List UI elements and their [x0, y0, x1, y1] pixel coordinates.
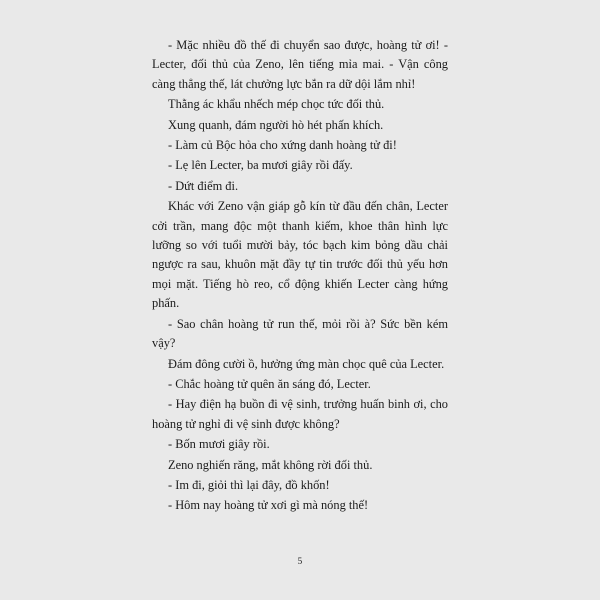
- paragraph: - Bốn mươi giây rồi.: [168, 437, 270, 452]
- paragraph: Khác với Zeno vận giáp gỗ kín từ đầu đến chân, Lecter cởi trần, mang độc một thanh kiếm, khoe thân hình lực lưỡng so với tuổi mười bảy, tóc bạch kim bỏng dầu chải ngược ra sau, khuôn mặt đầy tự tin trước đối thủ yếu hơn mọi mặt. Tiếng hò reo, cổ động khiến Lecter càng hứng phấn.: [152, 199, 448, 311]
- paragraph: Thằng ác khẩu nhếch mép chọc tức đối thủ.: [168, 97, 385, 112]
- paragraph: Xung quanh, đám người hò hét phấn khích.: [168, 117, 384, 132]
- paragraph: - Hôm nay hoàng tử xơi gì mà nóng thế!: [168, 498, 369, 513]
- paragraph: - Sao chân hoàng tử run thế, mỏi rồi à? Sức bền kém vậy?: [152, 316, 448, 351]
- paragraph: - Dứt điểm đi.: [168, 178, 239, 193]
- paragraph: - Mặc nhiều đồ thế đi chuyển sao được, hoàng tử ơi! - Lecter, đối thủ của Zeno, lên tiếng mỉa mai. - Vận công càng thẳng thế, lát chưởng lực bắn ra dữ dội lắm nhỉ!: [152, 38, 448, 91]
- paragraph: - Im đi, giỏi thì lại đây, đồ khốn!: [168, 477, 330, 492]
- page-text-column: [152, 36, 448, 517]
- paragraph: Zeno nghiến răng, mắt không rời đối thủ.: [168, 457, 373, 472]
- paragraph: - Làm củ Bộc hỏa cho xứng danh hoàng tử đi!: [168, 138, 397, 153]
- paragraph: Đám đông cười ồ, hưởng ứng màn chọc quê của Lecter.: [168, 356, 445, 371]
- paragraph: - Hay điện hạ buồn đi vệ sinh, trưởng huấn binh ơi, cho hoàng tử nghỉ đi vệ sinh được không?: [152, 397, 448, 431]
- paragraph: - Lẹ lên Lecter, ba mươi giây rồi đấy.: [168, 158, 353, 173]
- paragraph: - Chắc hoàng tử quên ăn sáng đó, Lecter.: [168, 376, 371, 391]
- page-number: 5: [297, 557, 303, 567]
